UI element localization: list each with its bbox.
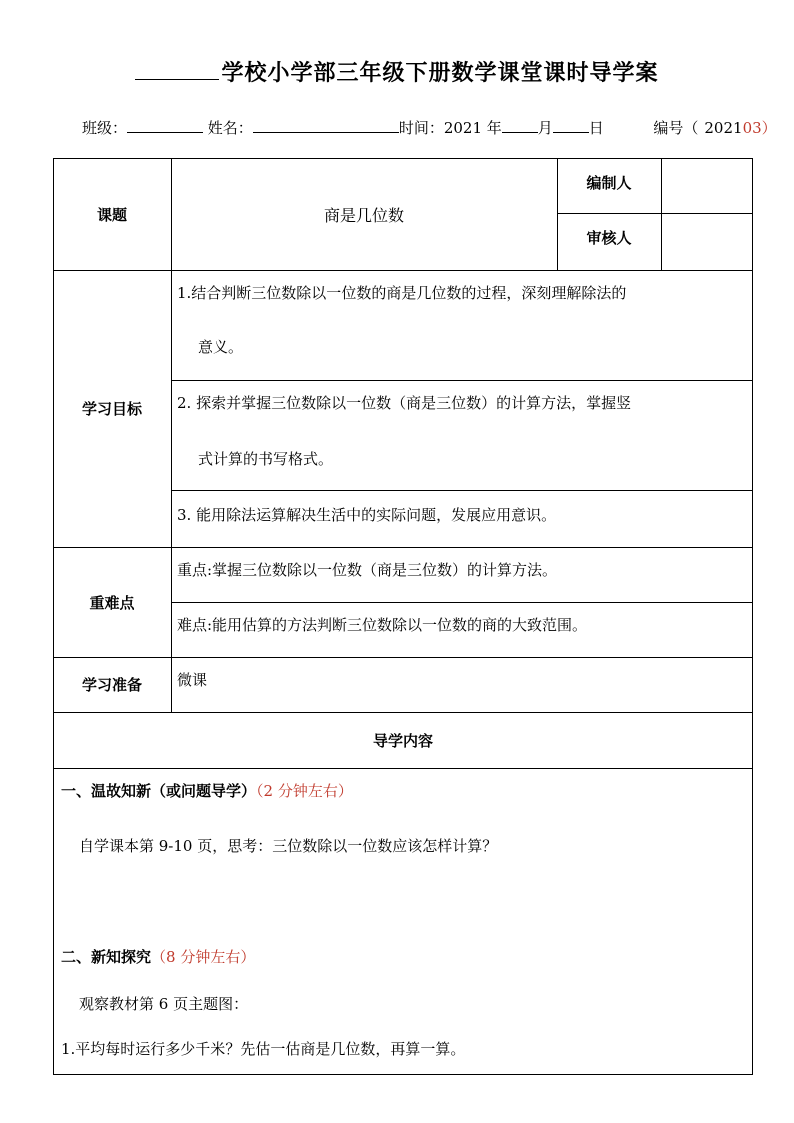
- section-2-time: （8 分钟左右）: [151, 948, 256, 966]
- name-blank: [253, 118, 399, 133]
- editor-label: 编制人: [586, 173, 632, 192]
- goal-2-line-2: 式计算的书写格式。: [198, 450, 334, 468]
- difficult-point: 难点:能用估算的方法判断三位数除以一位数的商的大致范围。: [177, 616, 588, 634]
- month-blank: [502, 118, 538, 133]
- number-label: 编号（: [653, 119, 699, 137]
- name-label: 姓名：: [207, 119, 253, 137]
- key-point: 重点:掌握三位数除以一位数（商是三位数）的计算方法。: [177, 561, 558, 579]
- info-line: [82, 117, 777, 138]
- prep-label: 学习准备: [81, 676, 142, 694]
- section-2-text: 观察教材第 6 页主题图：: [79, 995, 249, 1013]
- reviewer-label: 审核人: [586, 228, 632, 247]
- time-label: 时间：2021 年: [398, 119, 502, 137]
- section-1-text: 自学课本第 9-10 页，思考：三位数除以一位数应该怎样计算？: [79, 837, 498, 855]
- class-blank: [127, 118, 203, 133]
- guide-content-heading: 导学内容: [372, 731, 433, 750]
- border-bottom: [53, 1074, 753, 1075]
- number-value-a: 2021: [704, 119, 743, 137]
- row-divider: [53, 768, 753, 769]
- reviewer-value[interactable]: [661, 213, 753, 270]
- goal-2-line-1: 2. 探索并掌握三位数除以一位数（商是三位数）的计算方法，掌握竖: [177, 394, 632, 412]
- section-2-title: 二、新知探究: [61, 948, 152, 966]
- topic-value: 商是几位数: [323, 205, 404, 225]
- number-close: ）: [761, 119, 777, 137]
- section-1-time: （2 分钟左右）: [256, 782, 353, 800]
- day-blank: [553, 118, 589, 133]
- key-difficult-label: 重难点: [89, 593, 135, 612]
- page-title: 学校小学部三年级下册数学课堂课时导学案: [0, 56, 794, 87]
- month-label: 月: [537, 119, 553, 137]
- question-1: 1.平均每时运行多少千米？先估一估商是几位数，再算一算。: [61, 1040, 466, 1058]
- section-2-heading: [61, 946, 255, 967]
- row-divider: [171, 490, 753, 491]
- row-divider: [171, 380, 753, 381]
- editor-value[interactable]: [661, 158, 753, 213]
- goal-3: 3. 能用除法运算解决生活中的实际问题，发展应用意识。: [177, 506, 557, 524]
- number-value-b: 03: [742, 119, 762, 137]
- goals-label: 学习目标: [81, 400, 142, 418]
- goal-1-line-2: 意义。: [198, 338, 244, 356]
- goal-1-line-1: 1.结合判断三位数除以一位数的商是几位数的过程，深刻理解除法的: [177, 284, 627, 302]
- day-label: 日: [588, 119, 604, 137]
- border-right: [752, 158, 753, 1075]
- section-1-heading: [61, 780, 353, 801]
- school-name-blank: [135, 57, 219, 80]
- topic-label: 课题: [96, 205, 127, 224]
- lesson-table: [53, 158, 753, 1075]
- prep-value: 微课: [177, 671, 208, 689]
- section-1-title: 一、温故知新（或问题导学）: [61, 782, 257, 800]
- class-label: 班级：: [82, 119, 128, 137]
- row-divider: [171, 602, 753, 603]
